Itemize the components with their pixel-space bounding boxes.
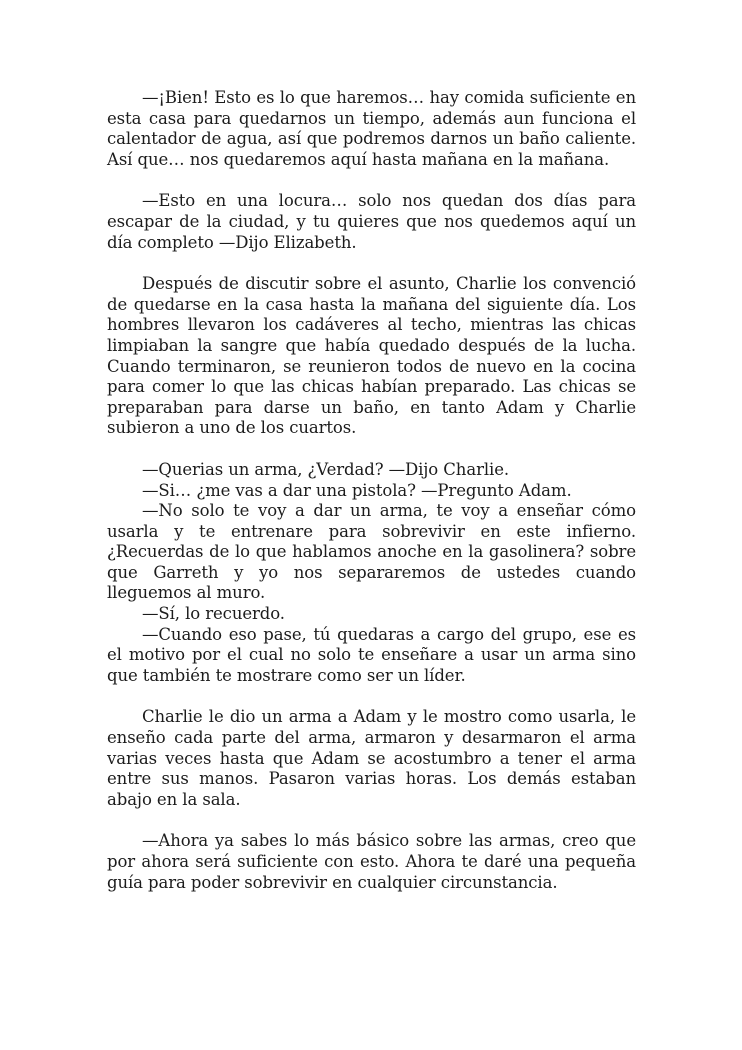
dialogue-line: —Sí, lo recuerdo.: [142, 604, 285, 624]
dialogue-line: —Cuando eso pase, tú quedaras a cargo del grupo, ese es el motivo por el cual no solo te enseñare a usar un arma sino que también te mostrare como ser un líder.: [107, 624, 636, 685]
paragraph: Después de discutir sobre el asunto, Charlie los convenció de quedarse en la casa hasta la mañana del siguiente día. Los hombres llevaron los cadáveres al techo, mientras las chicas limpiaban la sangre que había quedado después de la lucha. Cuando terminaron, se reunieron todos de nuevo en la cocina para comer lo que las chicas habían preparado. Las chicas se preparaban para darse un baño, en tanto Adam y Charlie subieron a uno de los cuartos.: [107, 274, 636, 438]
dialogue-line: —No solo te voy a dar un arma, te voy a enseñar cómo usarla y te entrenare para sobrevivir en este infierno. ¿Recuerdas de lo que hablamos anoche en la gasolinera? sobre que Garreth y yo nos separaremos de ustedes cuando lleguemos al muro.: [107, 501, 636, 603]
paragraph: —¡Bien! Esto es lo que haremos… hay comida suficiente en esta casa para quedarnos un tiempo, además aun funciona el calentador de agua, así que podremos darnos un baño caliente. Así que… nos quedaremos aquí hasta mañana en la mañana.: [107, 88, 636, 169]
paragraph: —Esto en una locura… solo nos quedan dos días para escapar de la ciudad, y tu quieres que nos quedemos aquí un día completo —Dijo Elizabeth.: [107, 191, 636, 252]
paragraph: Charlie le dio un arma a Adam y le mostro como usarla, le enseño cada parte del arma, armaron y desarmaron el arma varias veces hasta que Adam se acostumbro a tener el arma entre sus manos. Pasaron varias horas. Los demás estaban abajo en la sala.: [107, 707, 636, 809]
paragraph: —Ahora ya sabes lo más básico sobre las armas, creo que por ahora será suficiente con esto. Ahora te daré una pequeña guía para poder sobrevivir en cualquier circunstancia.: [107, 831, 636, 892]
dialogue-line: —Si… ¿me vas a dar una pistola? —Pregunto Adam.: [142, 480, 572, 500]
body-text: [107, 88, 636, 893]
dialogue-line: —Querias un arma, ¿Verdad? —Dijo Charlie.: [142, 459, 510, 479]
